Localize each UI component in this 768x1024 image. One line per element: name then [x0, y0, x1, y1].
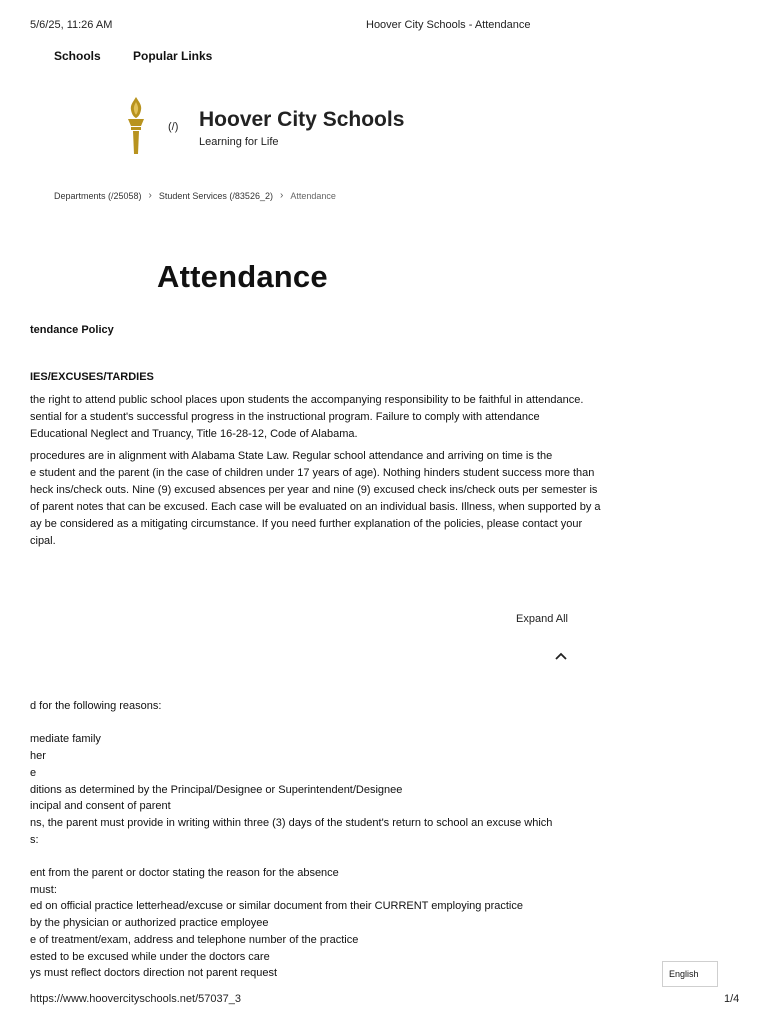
expand-all-button[interactable]: Expand All [516, 613, 568, 625]
paragraph-line: sential for a student's successful progress in the instructional program. Failure to comply with attendance [30, 411, 540, 423]
chevron-right-icon: › [279, 190, 284, 201]
list-intro: d for the following reasons: [30, 700, 162, 712]
list-item: ys must reflect doctors direction not parent request [30, 967, 278, 980]
home-link[interactable]: (/) [168, 121, 179, 133]
chevron-up-icon[interactable] [554, 649, 568, 663]
list-item: her [30, 750, 46, 763]
torch-icon[interactable] [124, 96, 148, 161]
list-item [30, 848, 552, 865]
paragraph-line: procedures are in alignment with Alabama State Law. Regular school attendance and arriving on time is the [30, 450, 553, 462]
policy-paragraph-1 [30, 392, 590, 443]
print-page-count: 1/4 [724, 993, 740, 1005]
list-item: ditions as determined by the Principal/Designee or Superintendent/Designee [30, 783, 403, 796]
subsection-heading: IES/EXCUSES/TARDIES [30, 371, 154, 383]
paragraph-line: heck ins/check outs. Nine (9) excused absences per year and nine (9) excused check ins/check outs per semester is [30, 484, 598, 496]
breadcrumb [54, 190, 336, 201]
list-item: ent from the parent or doctor stating the reason for the absence [30, 867, 339, 880]
list-item: must: [30, 883, 57, 896]
chevron-right-icon: › [148, 190, 152, 201]
breadcrumb-student-services[interactable]: Student Services (/83526_2) [158, 190, 273, 201]
list-item: ed on official practice letterhead/excuse or similar document from their CURRENT employing practice [30, 900, 523, 913]
list-item: ns, the parent must provide in writing within three (3) days of the student's return to school an excuse which [30, 816, 553, 829]
print-doc-title: Hoover City Schools - Attendance [366, 19, 531, 31]
print-datetime: 5/6/25, 11:26 AM [30, 19, 113, 31]
paragraph-line: e student and the parent (in the case of children under 17 years of age). Nothing hinders student success more than [30, 467, 595, 479]
list-item: by the physician or authorized practice employee [30, 917, 269, 930]
paragraph-line: the right to attend public school places upon students the accompanying responsibility to be faithful in attendance. [30, 394, 584, 406]
nav-schools[interactable]: Schools [54, 49, 101, 63]
list-item: mediate family [30, 733, 101, 746]
nav-popular-links[interactable]: Popular Links [133, 49, 213, 63]
list-item: e of treatment/exam, address and telephone number of the practice [30, 933, 359, 946]
breadcrumb-current: Attendance [290, 190, 336, 201]
list-item: s: [30, 833, 39, 846]
policy-paragraph-2 [30, 448, 601, 550]
page-title: Attendance [157, 259, 328, 294]
paragraph-line: ay be considered as a mitigating circumstance. If you need further explanation of the policies, please contact your [30, 518, 583, 530]
paragraph-line: cipal. [30, 535, 56, 547]
language-selector[interactable]: English [662, 961, 718, 987]
paragraph-line: Educational Neglect and Truancy, Title 16-28-12, Code of Alabama. [30, 428, 358, 440]
site-title[interactable]: Hoover City Schools [199, 108, 405, 131]
list-item: ested to be excused while under the doctors care [30, 950, 270, 963]
breadcrumb-departments[interactable]: Departments (/25058) [54, 190, 142, 201]
print-url: https://www.hoovercityschools.net/57037_3 [30, 993, 241, 1005]
list-item [30, 715, 552, 732]
list-item: e [30, 766, 37, 779]
section-heading: tendance Policy [30, 324, 114, 336]
paragraph-line: of parent notes that can be excused. Each case will be evaluated on an individual basis. Illness, when supported by a [30, 501, 601, 513]
excused-reasons-list [30, 698, 552, 982]
list-item: incipal and consent of parent [30, 800, 171, 813]
site-tagline: Learning for Life [199, 136, 279, 148]
